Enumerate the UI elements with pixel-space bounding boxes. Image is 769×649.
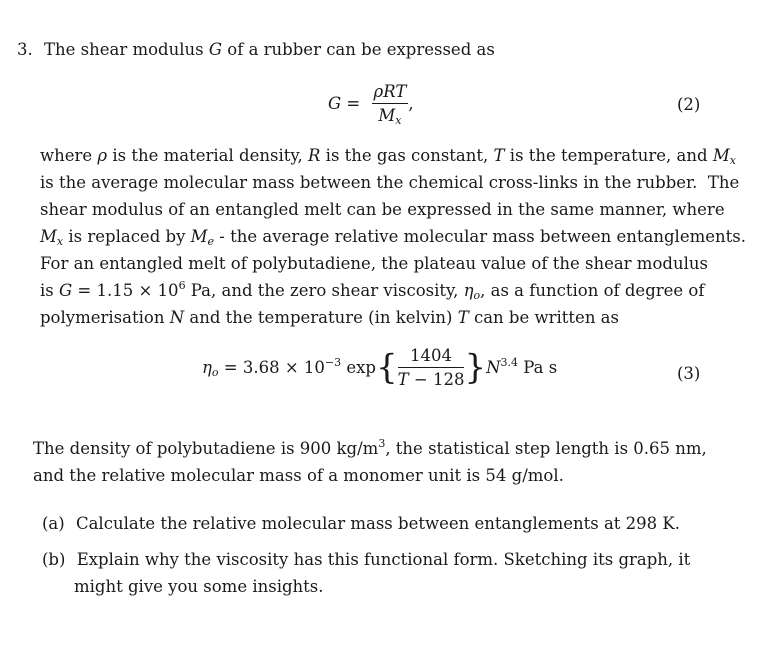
eq3-fraction: $\frac{1404}{T - 128}$: [397, 346, 465, 389]
para1-line3: shear modulus of an entangled melt can be expressed in the same manner, where: [40, 200, 725, 219]
equation-2-label: (2): [677, 95, 701, 114]
problem-number: 3.: [17, 40, 33, 59]
part-a: [42, 514, 680, 533]
right-brace: }: [464, 347, 487, 388]
para1-line6: is $G = 1.15 \times 10^6$ Pa, and the zero shear viscosity, $\eta_o$, as a function of degree of: [40, 279, 705, 302]
part-b-text: Explain why the viscosity has this functional form. Sketching its graph, it: [76, 550, 691, 569]
para1-line7: polymerisation N and the temperature (in kelvin) T can be written as: [40, 308, 619, 327]
part-b-continuation: might give you some insights.: [74, 577, 324, 596]
eq2-comma: ,: [408, 94, 414, 113]
para2-line1: The density of polybutadiene is 900 $kg/m^3$, the statistical step length is 0.65 nm,: [33, 437, 707, 458]
equation-3: $\eta_o = 3.68 \times 10^{-3}$ exp{ $\frac{1404}{T - 128}$ }$N^{3.4}$ Pa s: [202, 346, 558, 389]
para1-line2: is the average molecular mass between the chemical cross-links in the rubber. The: [40, 173, 740, 192]
problem-intro: The shear modulus G of a rubber can be expressed as: [44, 40, 495, 59]
problem-intro-line: [17, 40, 495, 59]
part-a-label: (a): [42, 514, 65, 533]
part-a-text: Calculate the relative molecular mass between entanglements at 298 K.: [75, 514, 680, 533]
part-b-label: (b): [42, 550, 66, 569]
para1-line1: where ρ is the material density, R is the gas constant, T is the temperature, and $M_x$: [40, 146, 736, 167]
equation-3-label: (3): [677, 364, 701, 383]
part-b: [42, 550, 690, 569]
eq2-fraction: $\frac{\text{ρRT}}{M_x}$: [373, 82, 407, 127]
para1-line5: For an entangled melt of polybutadiene, the plateau value of the shear modulus: [40, 254, 708, 273]
left-brace: {: [376, 347, 398, 388]
para2-line2: and the relative molecular mass of a monomer unit is 54 g/mol.: [33, 466, 564, 485]
para1-line4: $M_x$ is replaced by $M_e$ - the average relative molecular mass between entanglements.: [40, 227, 746, 248]
equation-2: G = $\frac{\text{ρRT}}{M_x}$ ,: [328, 82, 414, 127]
